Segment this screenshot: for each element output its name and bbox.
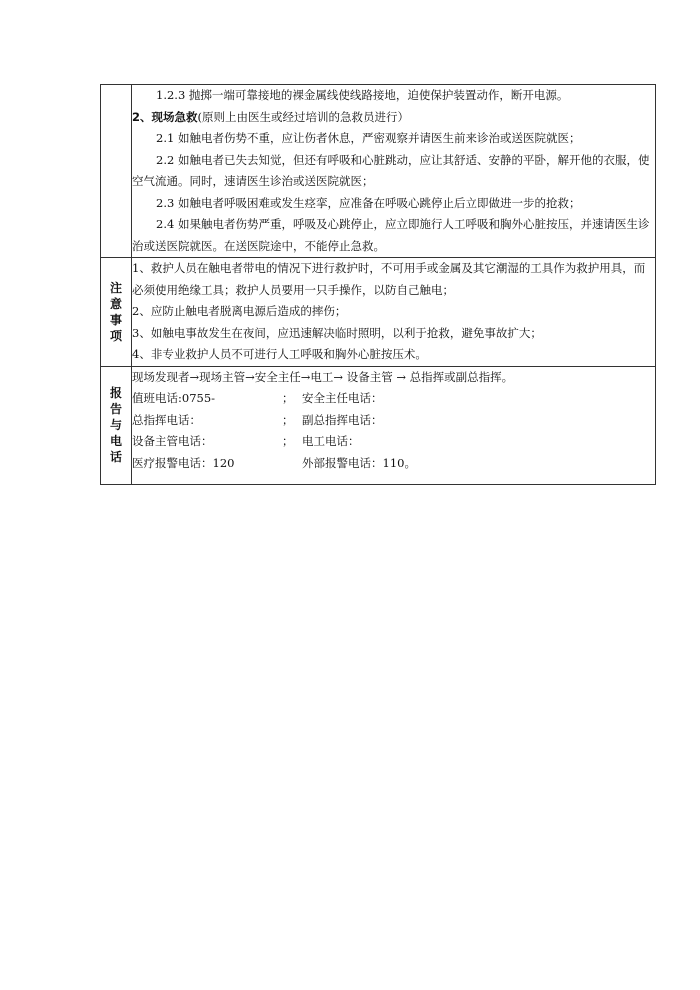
item-2-3: 2.3 如触电者呼吸困难或发生痉挛，应准备在呼吸心跳停止后立即做进一步的抢救； — [156, 195, 581, 210]
notes-content — [132, 258, 656, 367]
phone-row — [132, 388, 655, 410]
section-2-note: (原则上由医生或经过培训的急救员进行） — [197, 109, 409, 124]
phone-separator: ； — [282, 412, 294, 427]
phone-separator: ； — [282, 391, 294, 405]
item-2-1: 2.1 如触电者伤势不重，应让伤者休息，严密观察并请医生前来诊治或送医院就医； — [156, 131, 581, 145]
phone-right: 外部报警电话：110。 — [302, 455, 416, 470]
phone-separator: ； — [282, 434, 294, 448]
notes-label — [101, 258, 132, 367]
report-label-char: 告 — [109, 402, 122, 417]
report-label-char: 话 — [109, 450, 122, 465]
item-1-2-3: 1.2.3 抛掷一端可靠接地的裸金属线使线路接地，迫使保护装置动作，断开电源。 — [156, 88, 569, 102]
phone-left: 设备主管电话： — [132, 434, 213, 448]
report-row — [101, 366, 656, 485]
notes-label-char: 项 — [109, 328, 122, 343]
note-item: 2、应防止触电者脱离电源后造成的摔伤； — [132, 304, 347, 318]
phone-left: 总指挥电话： — [132, 412, 201, 427]
phone-right: 电工电话： — [302, 434, 360, 448]
notes-label-char: 意 — [109, 296, 122, 311]
notes-label-char: 事 — [109, 312, 122, 327]
report-label-char: 电 — [109, 434, 122, 449]
section-2-heading — [132, 107, 655, 129]
note-item: 1、救护人员在触电者带电的情况下进行救护时，不可用手或金属及其它潮湿的工具作为救护用具，而必须使用绝缘工具；救护人员要用一只手操作，以防自己触电； — [132, 261, 646, 297]
note-item: 4、非专业救护人员不可进行人工呼吸和胸外心脏按压术。 — [132, 347, 427, 361]
phone-row — [132, 453, 655, 475]
phone-separator — [282, 453, 302, 475]
phone-row — [132, 410, 655, 432]
notes-label-char: 注 — [109, 280, 122, 295]
report-chain: 现场发现者→现场主管→安全主任→电工→ 设备主管 → 总指挥或副总指挥。 — [132, 369, 514, 384]
phone-left: 值班电话:0755- — [132, 391, 216, 405]
phone-row — [132, 431, 655, 453]
note-item: 3、如触电事故发生在夜间，应迅速解决临时照明，以利于抢救，避免事故扩大； — [132, 325, 542, 340]
phone-left: 医疗报警电话：120 — [132, 455, 235, 470]
report-label-char: 与 — [109, 418, 122, 433]
section-2-title: 2、现场急救 — [132, 109, 198, 124]
notes-row — [101, 258, 656, 367]
rescue-content — [132, 85, 656, 258]
item-2-2: 2.2 如触电者已失去知觉，但还有呼吸和心脏跳动，应让其舒适、安静的平卧，解开他的衣服，使空气流通。同时，速请医生诊治或送医院就医； — [132, 152, 650, 188]
report-label — [101, 366, 132, 485]
report-label-char: 报 — [109, 386, 122, 401]
phone-right: 安全主任电话： — [302, 391, 383, 405]
item-2-4: 2.4 如果触电者伤势严重，呼吸及心跳停止，应立即施行人工呼吸和胸外心脏按压，并速请医生诊治或送医院就医。在送医院途中，不能停止急救。 — [132, 217, 650, 253]
document-sheet — [100, 84, 656, 485]
procedure-table — [100, 84, 656, 485]
phone-right: 副总指挥电话： — [302, 412, 383, 427]
rescue-label-cell — [101, 85, 132, 258]
rescue-row — [101, 85, 656, 258]
report-content — [132, 366, 656, 485]
